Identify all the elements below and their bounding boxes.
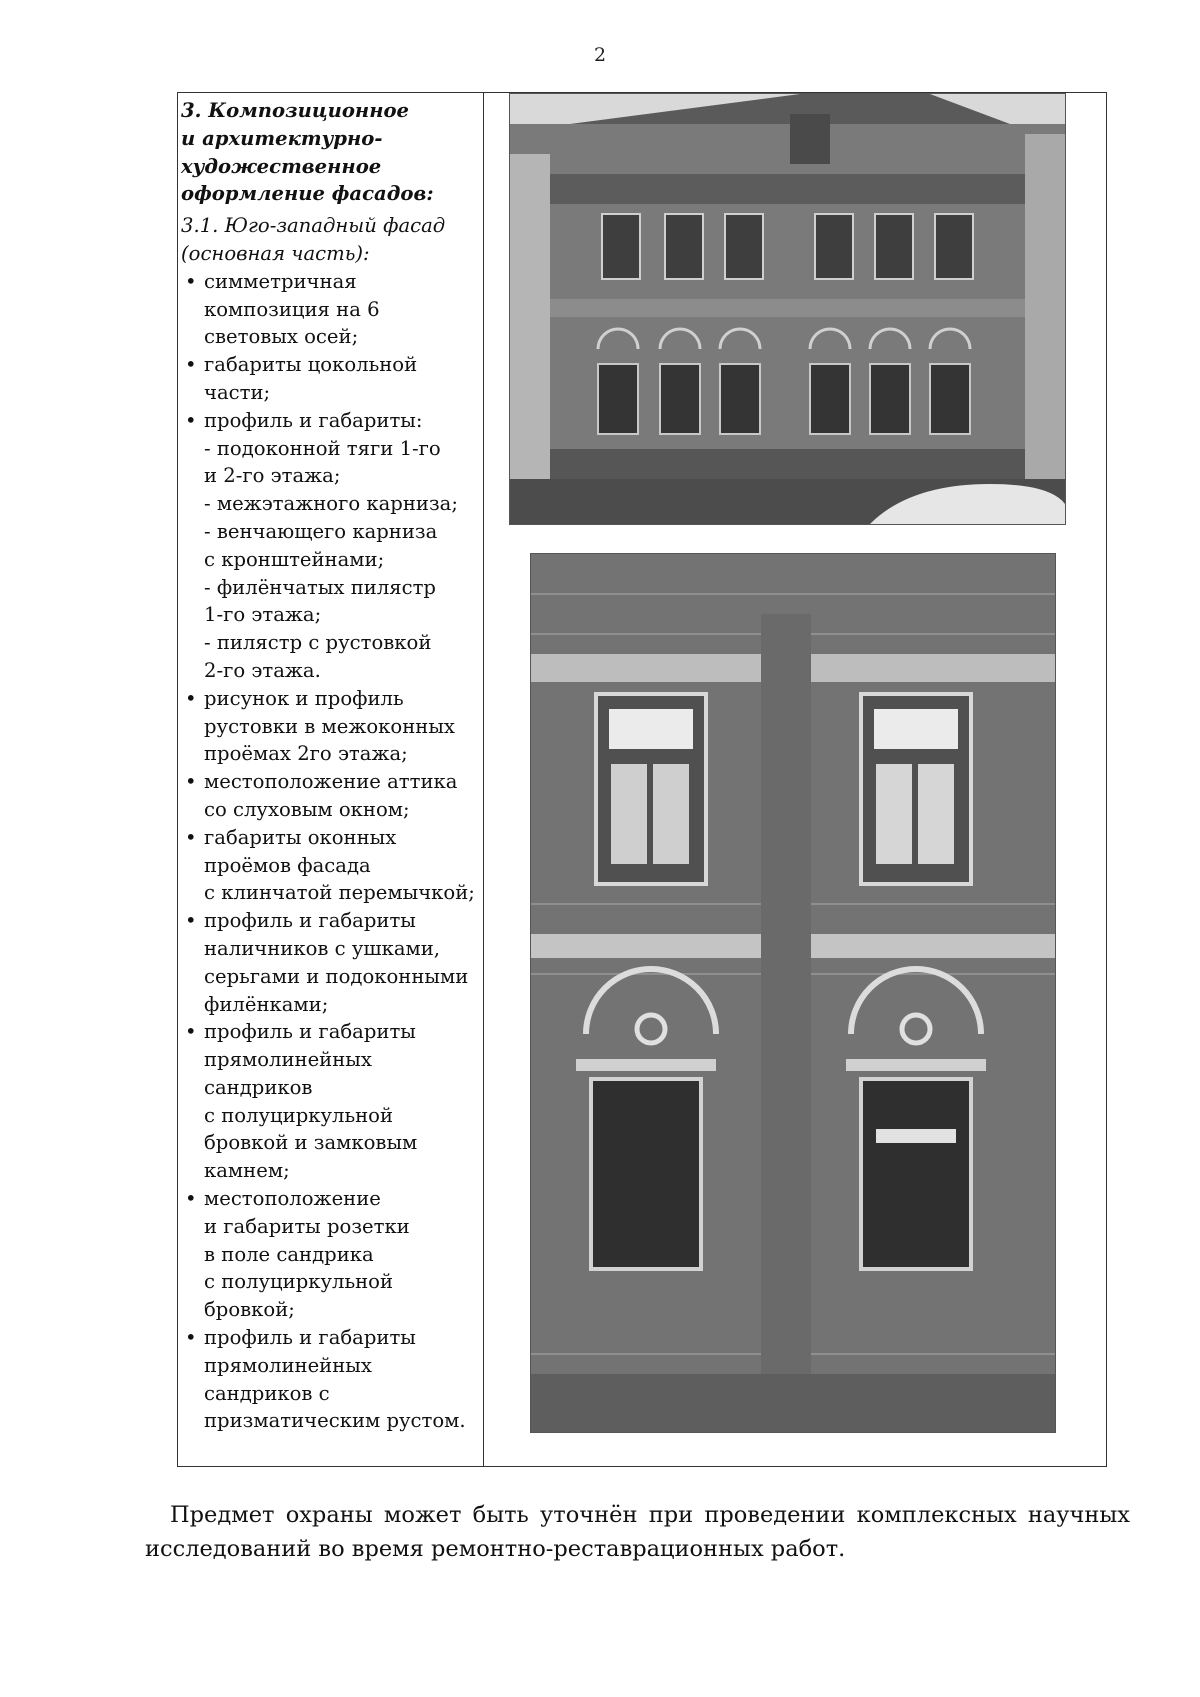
list-item: • местоположение аттика со слуховым окном; (181, 768, 483, 824)
column-divider (483, 93, 484, 1466)
list-item: • профиль и габариты прямолинейных сандриков с полуциркульной бровкой и замковым камнем; (181, 1018, 483, 1185)
protection-items-list (178, 268, 483, 1435)
description-column (178, 93, 483, 1435)
list-item: • симметричная композиция на 6 световых осей; (181, 268, 483, 351)
sub-item: - филёнчатых пилястр (204, 575, 436, 599)
sub-item: - венчающего карниза (204, 519, 438, 543)
list-item: • местоположение и габариты розетки в поле сандрика с полуциркульной бровкой; (181, 1185, 483, 1324)
sub-item: - межэтажного карниза; (204, 492, 458, 516)
facade-detail-photo (530, 553, 1056, 1433)
facade-photo (509, 93, 1066, 525)
list-item: • профиль и габариты наличников с ушками, серьгами и подоконными филёнками; (181, 907, 483, 1018)
section-title: 3. Композиционное и архитектурно- художественное оформление фасадов: (181, 99, 434, 206)
page-number: 2 (593, 44, 607, 66)
list-item: • профиль и габариты прямолинейных сандриков с призматическим рустом. (181, 1324, 483, 1435)
sub-item: - пилястр с рустовкой (204, 631, 432, 655)
facade-photo-drawing (510, 94, 1065, 524)
content-table (177, 92, 1107, 1467)
facade-detail-drawing (531, 554, 1055, 1432)
list-item: • габариты цокольной части; (181, 351, 483, 407)
list-item: • габариты оконных проёмов фасада с клинчатой перемычкой; (181, 824, 483, 907)
list-item: • профиль и габариты: - подоконной тяги 1-го и 2-го этажа; - межэтажного карниза; - венчающего карниза с кронштейнами; - филёнчатых пилястр 1-го этажа; - пилястр с рустовкой 2-го этажа. (181, 407, 483, 685)
sub-item: - подоконной тяги 1-го (204, 436, 441, 460)
list-item: • рисунок и профиль рустовки в межоконных проёмах 2го этажа; (181, 685, 483, 768)
footer-note: Предмет охраны может быть уточнён при проведении комплексных научных исследований во время ремонтно-реставрационных работ. (145, 1502, 1130, 1562)
subsection-title: 3.1. Юго-западный фасад (основная часть): (181, 214, 446, 265)
